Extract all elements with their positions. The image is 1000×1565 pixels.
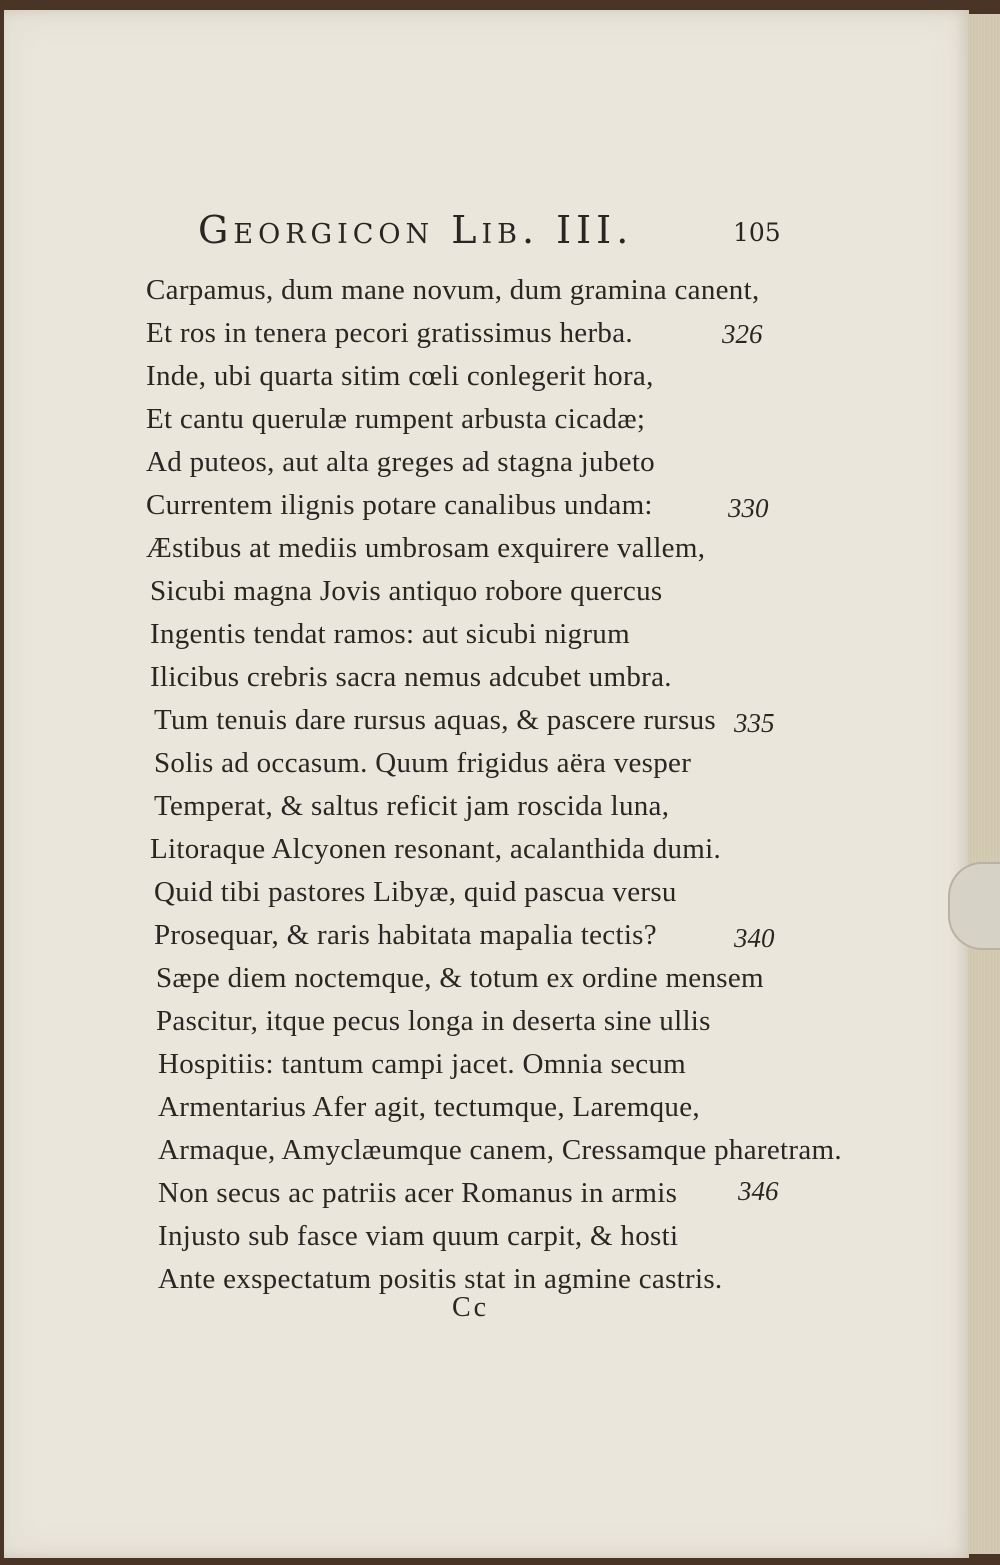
verse-line: Litoraque Alcyonen resonant, acalanthida dumi.: [150, 833, 722, 865]
verse-line: Ad puteos, aut alta greges ad stagna jubeto: [146, 446, 655, 478]
verse-line: Armentarius Afer agit, tectumque, Laremque,: [158, 1091, 700, 1123]
verse-line: Quid tibi pastores Libyæ, quid pascua versu: [154, 876, 677, 908]
verse-line: Et ros in tenera pecori gratissimus herba.: [146, 317, 633, 349]
verse-line: Injusto sub fasce viam quum carpit, & hosti: [158, 1220, 679, 1252]
verse-line: Solis ad occasum. Quum frigidus aëra vesper: [154, 747, 692, 779]
verse-line: Prosequar, & raris habitata mapalia tectis?: [154, 919, 657, 951]
line-number: 330: [728, 493, 769, 523]
verse-line: Ante exspectatum positis stat in agmine castris.: [158, 1263, 723, 1295]
running-title: Georgicon Lib. III.: [198, 208, 634, 252]
line-number: 340: [734, 923, 775, 953]
verse-line: Temperat, & saltus reficit jam roscida luna,: [154, 790, 670, 822]
verse-line: Non secus ac patriis acer Romanus in armis: [158, 1177, 678, 1209]
page-number: 105: [733, 218, 781, 247]
line-number: 346: [738, 1176, 779, 1206]
verse-line: Tum tenuis dare rursus aquas, & pascere rursus: [154, 704, 717, 736]
verse-line: Carpamus, dum mane novum, dum gramina canent,: [146, 274, 760, 306]
verse-line: Sæpe diem noctemque, & totum ex ordine mensem: [156, 962, 764, 994]
verse-line: Ilicibus crebris sacra nemus adcubet umbra.: [150, 661, 672, 693]
verse-line: Inde, ubi quarta sitim cœli conlegerit hora,: [146, 360, 654, 392]
verse-line: Sicubi magna Jovis antiquo robore quercus: [150, 575, 663, 607]
signature-mark: Cc: [452, 1292, 490, 1323]
line-number: 335: [734, 708, 775, 738]
verse-line: Et cantu querulæ rumpent arbusta cicadæ;: [146, 403, 646, 435]
verse-line: Currentem ilignis potare canalibus undam:: [146, 489, 653, 521]
verse-line: Ingentis tendat ramos: aut sicubi nigrum: [150, 618, 630, 650]
verse-line: Pascitur, itque pecus longa in deserta sine ullis: [156, 1005, 711, 1037]
verse-line: Æstibus at mediis umbrosam exquirere vallem,: [146, 532, 706, 564]
line-number: 326: [722, 319, 763, 349]
verse-line: Armaque, Amyclæumque canem, Cressamque pharetram.: [158, 1134, 842, 1166]
verse-line: Hospitiis: tantum campi jacet. Omnia secum: [158, 1048, 687, 1080]
